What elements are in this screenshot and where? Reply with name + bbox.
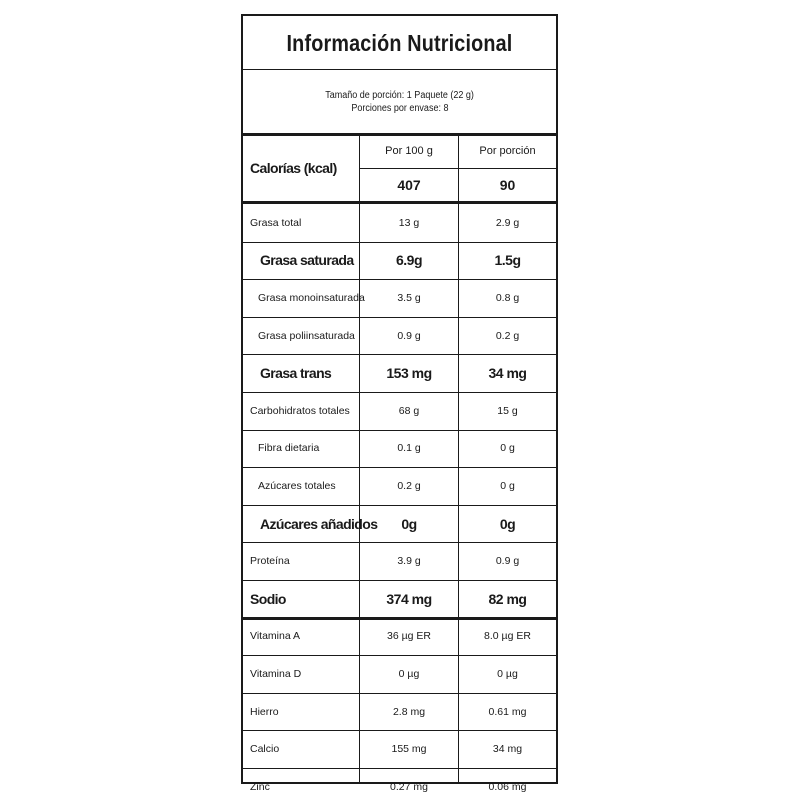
nutrient-value-per-serving: 1.5g (494, 252, 521, 269)
nutrient-value-per-serving: 2.9 g (495, 216, 520, 229)
label-title: Información Nutricional (286, 29, 513, 56)
calories-per-100g: 407 (397, 177, 421, 193)
nutrient-name: Sodio (250, 590, 286, 607)
nutrient-value-per-100g: 2.8 mg (392, 705, 426, 718)
column-header-per-100g: Por 100 g (385, 145, 433, 157)
nutrient-value-per-100g: 3.5 g (397, 291, 421, 304)
nutrient-value-per-100g: 374 mg (386, 590, 432, 607)
nutrient-value-per-100g: 0.1 g (397, 442, 421, 455)
nutrient-name: Azúcares totales (258, 479, 336, 492)
column-header-per-serving: Por porción (479, 145, 536, 157)
nutrient-value-per-serving: 0.9 g (495, 555, 520, 568)
serving-size: Tamaño de porción: 1 Paquete (22 g) (325, 90, 474, 101)
nutrient-value-per-serving: 0.2 g (495, 329, 520, 342)
nutrient-name: Grasa monoinsaturada (258, 291, 365, 304)
nutrient-value-per-100g: 0.27 mg (390, 780, 428, 793)
nutrient-name: Grasa trans (260, 365, 332, 382)
nutrient-value-per-100g: 3.9 g (397, 555, 421, 568)
serving-info (243, 72, 556, 132)
nutrient-name: Azúcares añadidos (260, 515, 378, 532)
servings-per-container: Porciones por envase: 8 (350, 103, 449, 114)
nutrient-value-per-100g: 155 mg (391, 743, 427, 756)
nutrient-value-per-serving: 0 g (500, 479, 515, 492)
calories-label: Calorías (kcal) (250, 160, 337, 176)
nutrient-value-per-serving: 34 mg (488, 365, 527, 382)
nutrient-value-per-100g: 13 g (398, 216, 420, 229)
nutrient-value-per-100g: 0.9 g (397, 329, 421, 342)
nutrient-value-per-serving: 82 mg (488, 590, 527, 607)
nutrient-value-per-serving: 0 µg (497, 667, 518, 680)
nutrient-value-per-100g: 68 g (398, 404, 420, 417)
nutrient-name: Carbohidratos totales (250, 404, 350, 417)
nutrient-name: Grasa saturada (260, 252, 354, 269)
nutrient-name: Grasa total (250, 216, 302, 229)
nutrient-value-per-serving: 34 mg (492, 743, 523, 756)
nutrient-value-per-100g: 6.9g (395, 252, 422, 269)
nutrient-value-per-serving: 0 g (500, 442, 515, 455)
nutrient-name: Proteína (250, 555, 290, 568)
nutrient-value-per-100g: 0g (401, 515, 417, 532)
nutrient-value-per-serving: 0.61 mg (488, 705, 527, 718)
nutrient-value-per-100g: 0 µg (398, 667, 420, 680)
nutrient-value-per-serving: 0g (499, 515, 516, 532)
nutrient-name: Vitamina D (250, 667, 302, 680)
nutrient-value-per-serving: 8.0 µg ER (484, 630, 531, 643)
nutrient-name: Hierro (250, 705, 279, 718)
title-divider (243, 69, 556, 70)
nutrient-name: Zinc (250, 780, 270, 793)
nutrient-name: Calcio (250, 743, 280, 756)
nutrient-value-per-serving: 0.8 g (495, 291, 520, 304)
nutrient-name: Vitamina A (250, 630, 301, 643)
nutrient-value-per-serving: 15 g (497, 404, 518, 417)
calories-per-serving: 90 (499, 177, 516, 193)
nutrient-value-per-100g: 36 µg ER (387, 630, 431, 643)
nutrient-name: Fibra dietaria (258, 442, 320, 455)
nutrition-facts-label (241, 14, 558, 793)
nutrient-value-per-serving: 0.06 mg (488, 780, 527, 793)
nutrient-name: Grasa poliinsaturada (258, 329, 355, 342)
nutrient-value-per-100g: 0.2 g (397, 479, 421, 492)
nutrient-value-per-100g: 153 mg (386, 365, 432, 382)
